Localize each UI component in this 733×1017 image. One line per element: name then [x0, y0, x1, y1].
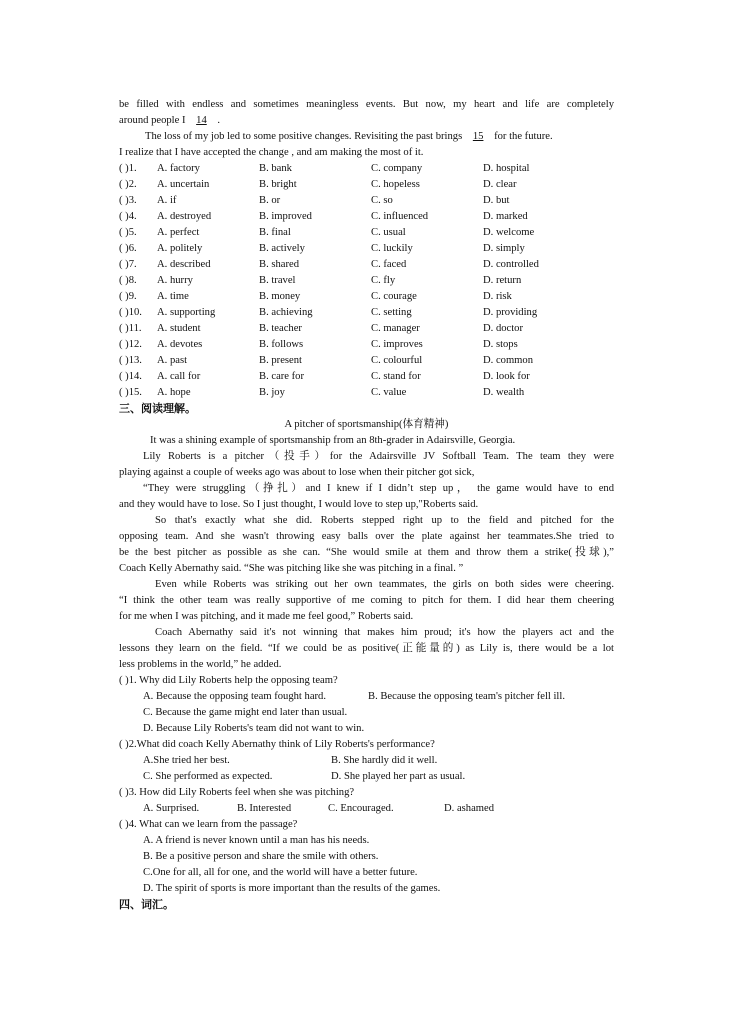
- option-a: A. student: [157, 323, 201, 334]
- option-b: B. bank: [259, 163, 292, 174]
- question-3-option-a: A. Surprised.: [143, 803, 200, 814]
- passage-line: Even while Roberts was striking out her own teammates, the girls on both sides were cheering.: [155, 579, 614, 590]
- option-a: A. perfect: [157, 227, 200, 238]
- option-a: A. time: [157, 291, 189, 302]
- cloze-line-2: [119, 114, 220, 128]
- cloze-line-4: I realize that I have accepted the change , and am making the most of it.: [119, 147, 424, 158]
- question-4-option-b: B. Be a positive person and share the smile with others.: [143, 851, 379, 862]
- question-1-option-d: D. Because Lily Roberts's team did not want to win.: [143, 723, 365, 734]
- option-b: B. achieving: [259, 307, 313, 318]
- question-2-option-a: A.She tried her best.: [143, 755, 230, 766]
- question-3-option-c: C. Encouraged.: [328, 803, 394, 814]
- option-c: C. faced: [371, 259, 407, 270]
- option-a: A. hope: [157, 387, 191, 398]
- passage-line: playing against a couple of weeks ago was about to lose when their pitcher got sick,: [119, 467, 475, 478]
- option-a: A. described: [157, 259, 211, 270]
- question-1-option-b: B. Because the opposing team's pitcher fell ill.: [368, 691, 565, 702]
- option-c: C. manager: [371, 323, 420, 334]
- cloze-text: for the future.: [494, 131, 553, 142]
- option-c: C. value: [371, 387, 407, 398]
- option-a: A. devotes: [157, 339, 203, 350]
- question-3-option-b: B. Interested: [237, 803, 292, 814]
- option-d: D. but: [483, 195, 510, 206]
- question-4-option-a: A. A friend is never known until a man has his needs.: [143, 835, 370, 846]
- cloze-text: around people I: [119, 115, 186, 126]
- option-c: C. company: [371, 163, 423, 174]
- passage-line: be the best pitcher as possible as she can. “She would smile at them and throw them a strike(投球),”: [119, 547, 614, 558]
- option-a: A. politely: [157, 243, 203, 254]
- passage-line: So that's exactly what she did. Roberts stepped right up to the field and pitched for the: [155, 515, 614, 526]
- option-d: D. risk: [483, 291, 512, 302]
- option-d: D. doctor: [483, 323, 524, 334]
- option-a: A. past: [157, 355, 188, 366]
- question-4-option-d: D. The spirit of sports is more important than the results of the games.: [143, 883, 441, 894]
- option-d: D. stops: [483, 339, 518, 350]
- section-heading-reading: 三、阅读理解。: [119, 402, 196, 415]
- option-c: C. luckily: [371, 243, 413, 254]
- passage-line: less problems in the world,” he added.: [119, 659, 282, 670]
- question-2-option-c: C. She performed as expected.: [143, 771, 273, 782]
- question-number: ( )13.: [119, 355, 142, 366]
- passage-line: Lily Roberts is a pitcher（投手）for the Adairsville JV Softball Team. The team they were: [143, 451, 614, 462]
- passage-line: “I think the other team was really supportive of me coming to pitch for them. I did hear them cheering: [119, 595, 614, 606]
- question-number: ( )4.: [119, 211, 137, 222]
- passage-line: Coach Kelly Abernathy said. “She was pitching like she was pitching in a final. ”: [119, 563, 464, 574]
- option-d: D. hospital: [483, 163, 530, 174]
- option-c: C. improves: [371, 339, 423, 350]
- option-c: C. influenced: [371, 211, 429, 222]
- question-number: ( )9.: [119, 291, 137, 302]
- option-d: D. wealth: [483, 387, 525, 398]
- question-number: ( )12.: [119, 339, 142, 350]
- option-d: D. clear: [483, 179, 517, 190]
- option-d: D. return: [483, 275, 522, 286]
- option-b: B. follows: [259, 339, 304, 350]
- passage-line: lessons they learn on the field. “If we could be as positive(正能量的) as Lily is, there would be a lot: [119, 643, 614, 654]
- passage-line: Coach Abernathy said it's not winning that makes him proud; it's how the players act and the: [155, 627, 614, 638]
- cloze-text: The loss of my job led to some positive changes. Revisiting the past brings: [145, 131, 463, 142]
- option-b: B. care for: [259, 371, 304, 382]
- question-number: ( )2.: [119, 179, 137, 190]
- section-heading-vocabulary: 四、词汇。: [119, 898, 174, 911]
- option-a: A. supporting: [157, 307, 216, 318]
- option-d: D. controlled: [483, 259, 539, 270]
- option-b: B. or: [259, 195, 281, 206]
- passage-line: “They were struggling（挣扎）and I knew if I didn’t step up， the game would have to end: [143, 483, 614, 494]
- option-b: B. joy: [259, 387, 285, 398]
- question-number: ( )8.: [119, 275, 137, 286]
- question-4-option-c: C.One for all, all for one, and the world will have a better future.: [143, 867, 418, 878]
- option-b: B. bright: [259, 179, 297, 190]
- option-b: B. shared: [259, 259, 300, 270]
- question-1: ( )1. Why did Lily Roberts help the opposing team?: [119, 675, 338, 686]
- passage-title: A pitcher of sportsmanship(体育精神): [284, 419, 449, 430]
- question-3: ( )3. How did Lily Roberts feel when she was pitching?: [119, 787, 355, 798]
- cloze-line-3: [145, 130, 553, 144]
- question-1-option-a: A. Because the opposing team fought hard.: [143, 691, 326, 702]
- blank-14: 14: [196, 115, 207, 126]
- question-2: ( )2.What did coach Kelly Abernathy think of Lily Roberts's performance?: [119, 739, 435, 750]
- option-d: D. look for: [483, 371, 530, 382]
- option-b: B. final: [259, 227, 291, 238]
- option-a: A. hurry: [157, 275, 193, 286]
- option-c: C. courage: [371, 291, 417, 302]
- question-2-option-d: D. She played her part as usual.: [331, 771, 466, 782]
- option-d: D. marked: [483, 211, 528, 222]
- option-c: C. stand for: [371, 371, 421, 382]
- option-a: A. uncertain: [157, 179, 210, 190]
- blank-15: 15: [472, 131, 484, 142]
- option-a: A. call for: [157, 371, 201, 382]
- option-a: A. destroyed: [157, 211, 212, 222]
- passage-line: for me when I was pitching, and it made me feel good,” Roberts said.: [119, 611, 414, 622]
- question-number: ( )10.: [119, 307, 142, 318]
- option-c: C. hopeless: [371, 179, 420, 190]
- question-3-option-d: D. ashamed: [444, 803, 495, 814]
- option-b: B. present: [259, 355, 302, 366]
- option-a: A. if: [157, 195, 177, 206]
- question-number: ( )14.: [119, 371, 142, 382]
- question-number: ( )5.: [119, 227, 137, 238]
- question-2-option-b: B. She hardly did it well.: [331, 755, 438, 766]
- option-b: B. money: [259, 291, 301, 302]
- question-4: ( )4. What can we learn from the passage?: [119, 819, 298, 830]
- option-c: C. colourful: [371, 355, 423, 366]
- option-d: D. simply: [483, 243, 525, 254]
- option-c: C. usual: [371, 227, 406, 238]
- option-c: C. setting: [371, 307, 412, 318]
- passage-line: and they would have to lose. So I just thought, I would love to step up,"Roberts said.: [119, 499, 479, 510]
- question-number: ( )7.: [119, 259, 137, 270]
- option-d: D. welcome: [483, 227, 535, 238]
- passage-line: It was a shining example of sportsmanship from an 8th-grader in Adairsville, Georgia.: [150, 435, 516, 446]
- option-b: B. improved: [259, 211, 312, 222]
- question-number: ( )6.: [119, 243, 137, 254]
- cloze-text: .: [217, 115, 221, 126]
- cloze-line-1: be filled with endless and sometimes meaningless events. But now, my heart and life are completely: [119, 99, 614, 110]
- option-b: B. teacher: [259, 323, 302, 334]
- option-c: C. fly: [371, 275, 396, 286]
- option-d: D. providing: [483, 307, 538, 318]
- question-number: ( )11.: [119, 323, 142, 334]
- question-number: ( )15.: [119, 387, 142, 398]
- question-number: ( )1.: [119, 163, 137, 174]
- option-c: C. so: [371, 195, 393, 206]
- question-1-option-c: C. Because the game might end later than usual.: [143, 707, 348, 718]
- passage-line: opposing team. And she wasn't throwing easy balls over the plate against her teammates.She tried to: [119, 531, 614, 542]
- question-number: ( )3.: [119, 195, 137, 206]
- option-a: A. factory: [157, 163, 200, 174]
- option-b: B. travel: [259, 275, 296, 286]
- option-b: B. actively: [259, 243, 305, 254]
- option-d: D. common: [483, 355, 534, 366]
